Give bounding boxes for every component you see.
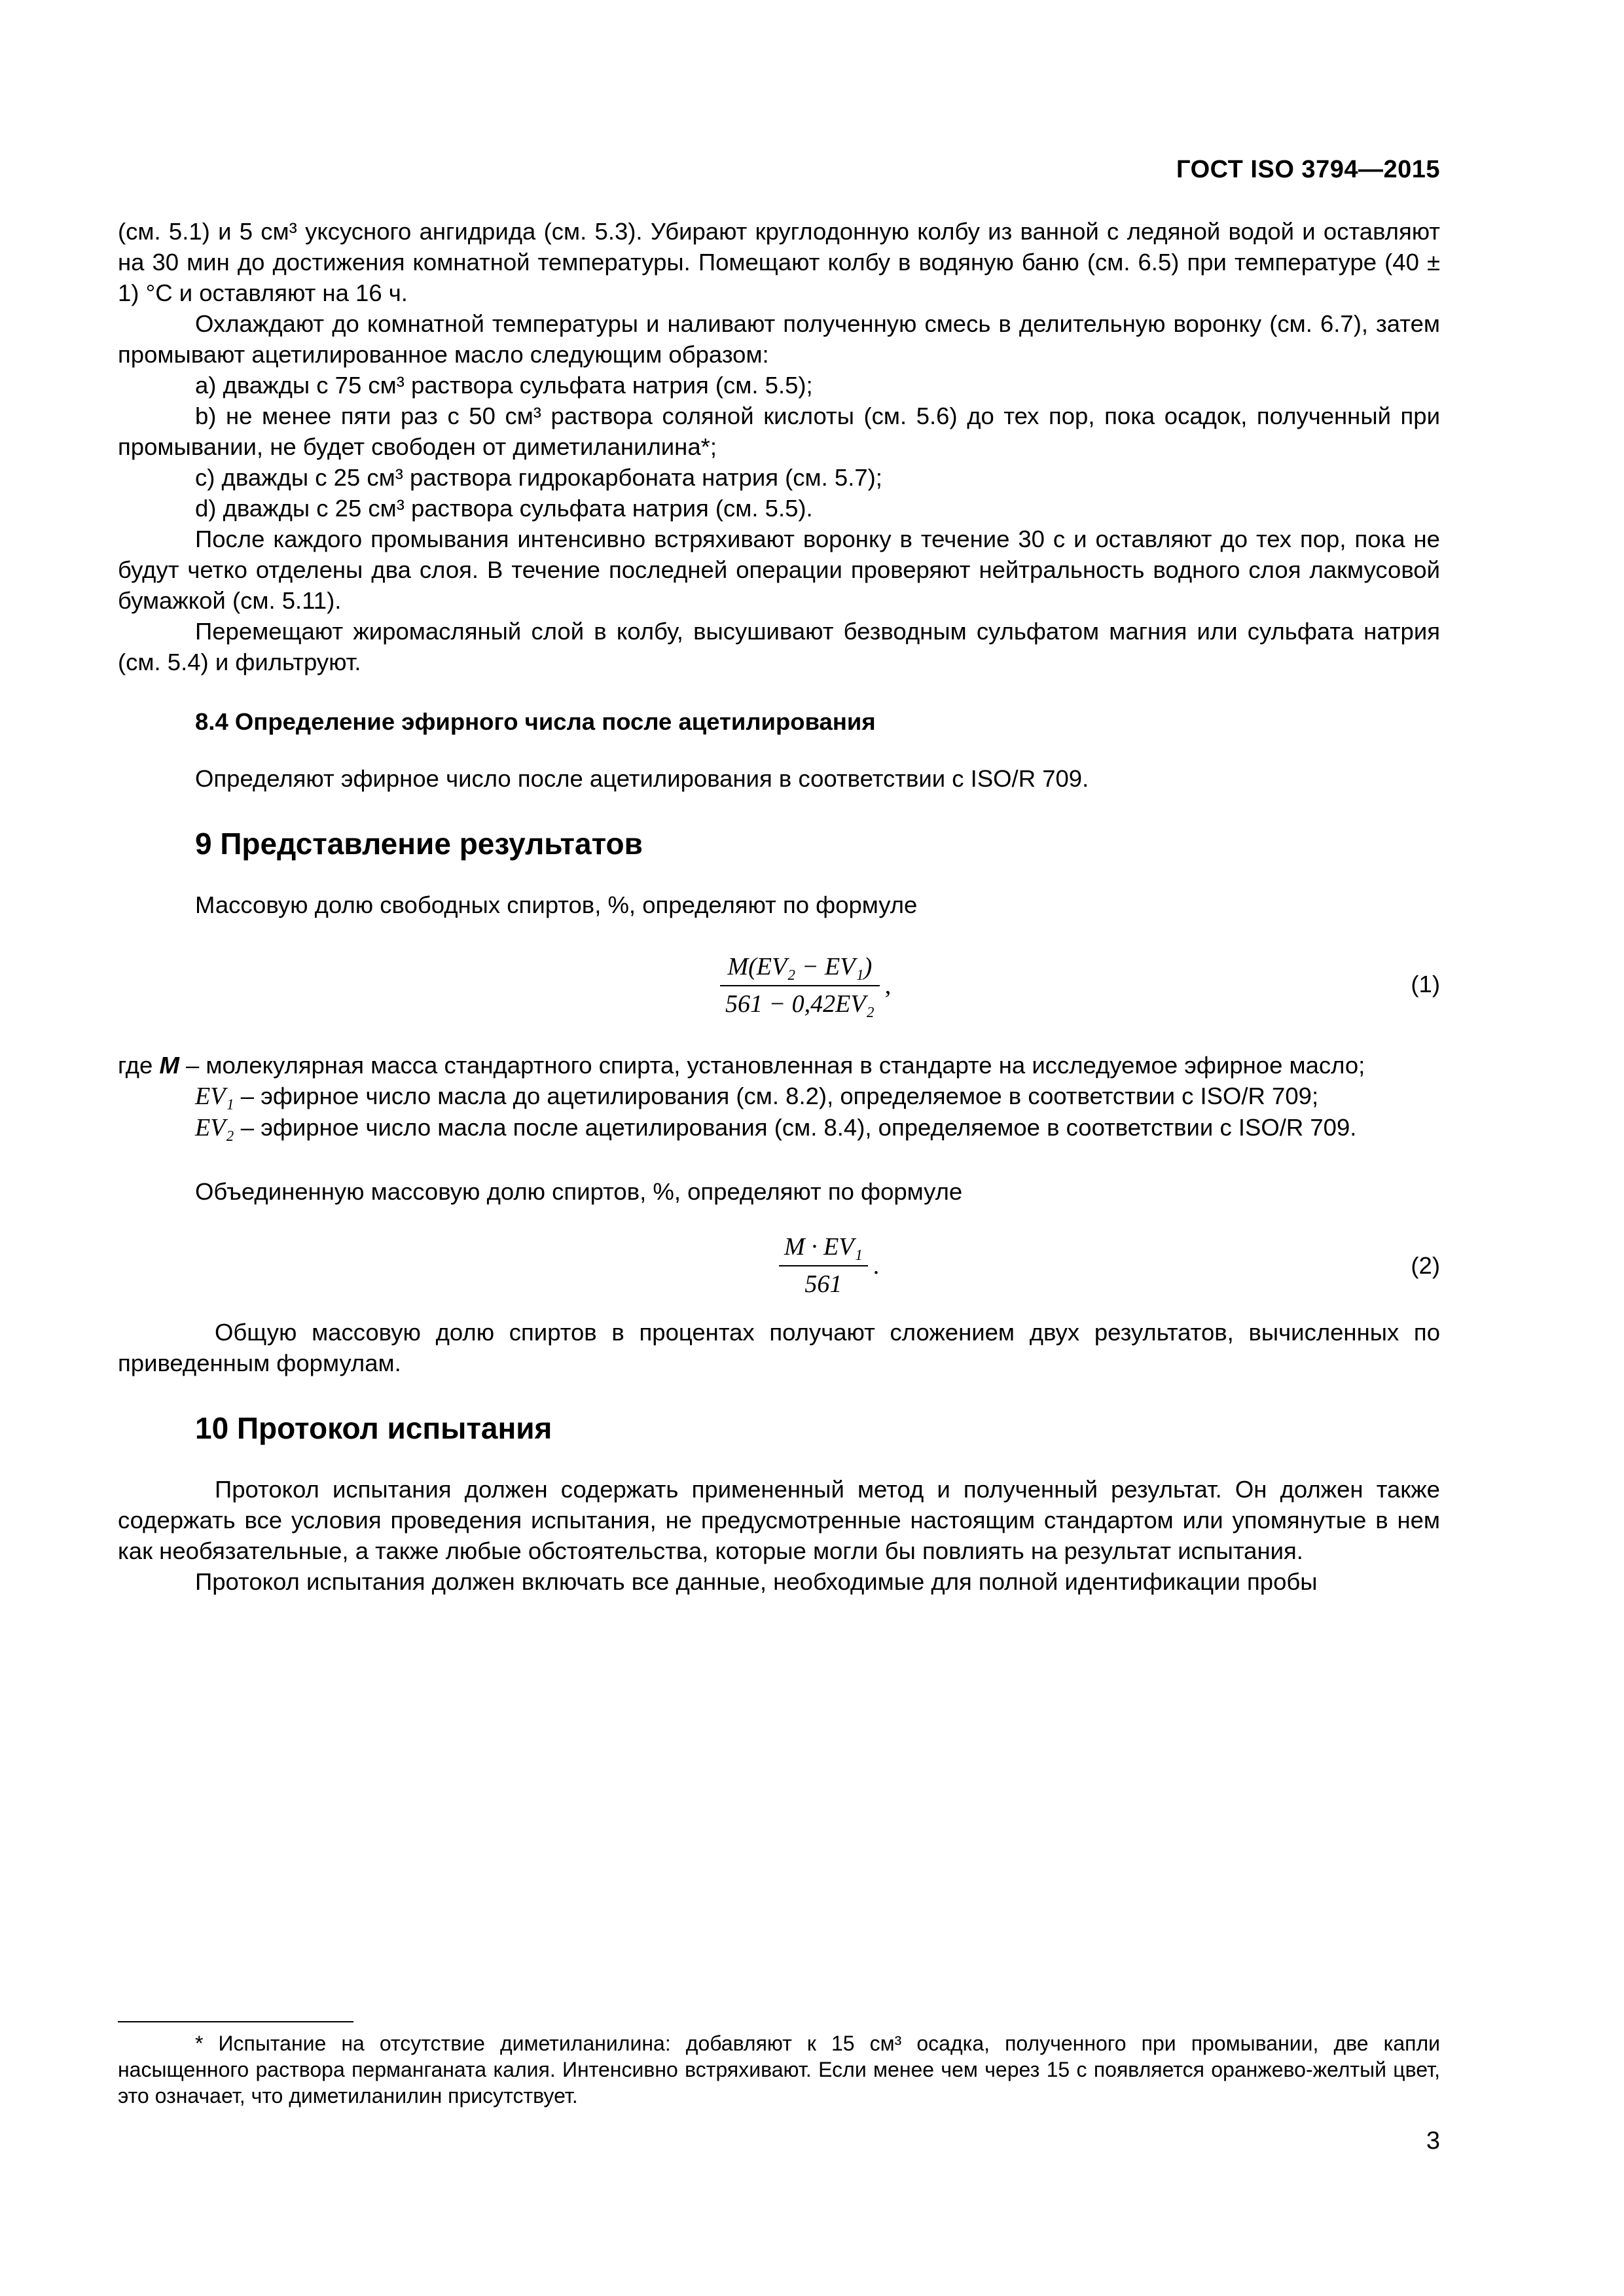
formula-1-numerator: M(EV₂ − EV₁) (720, 952, 880, 986)
paragraph: Перемещают жиромасляный слой в колбу, высушивают безводным сульфатом магния или сульфата натрия (см. 5.4) и фильтруют. (118, 618, 1440, 675)
definition-m-prefix: где (118, 1052, 153, 1079)
paragraph: Массовую долю свободных спиртов, %, определяют по формуле (195, 891, 918, 918)
definition-m (118, 1050, 1440, 1081)
definition-m-text: – молекулярная масса стандартного спирта, установленная в стандарте на исследуемое эфирное масло; (179, 1052, 1365, 1079)
symbol-m: M (159, 1052, 179, 1079)
formula-2-denominator: 561 (804, 1270, 842, 1298)
section-heading-8-4: 8.4 Определение эфирного числа после ацетилирования (195, 708, 876, 735)
paragraph: После каждого промывания интенсивно встряхивают воронку в течение 30 с и оставляют до тех пор, пока не будут четко отделены два слоя. В течение последней операции проверяют нейтральность водного слоя лакмусовой бумажкой (см. 5.11). (118, 526, 1440, 614)
definition-ev2 (118, 1112, 1440, 1143)
formula-2-fraction (779, 1232, 868, 1300)
paragraph: Протокол испытания должен включать все данные, необходимые для полной идентификации пробы (195, 1568, 1318, 1595)
formula-2-number: (2) (1411, 1252, 1440, 1279)
body-text (118, 216, 1440, 1597)
paragraph: Охлаждают до комнатной температуры и наливают полученную смесь в делительную воронку (см. 6.7), затем промывают ацетилированное масло следующим образом: (118, 310, 1440, 368)
paragraph: Объединенную массовую долю спиртов, %, определяют по формуле (195, 1178, 963, 1205)
page-number: 3 (1426, 2127, 1440, 2155)
paragraph: Протокол испытания должен содержать примененный метод и полученный результат. Он должен также содержать все условия проведения испытания, не предусмотренные настоящим стандартом или упомянутые в нем как необязательные, а также любые обстоятельства, которые могли бы повлиять на результат испытания. (118, 1476, 1440, 1564)
section-heading-10: 10 Протокол испытания (195, 1411, 552, 1445)
formula-1-row (118, 939, 1440, 1037)
list-item: b) не менее пяти раз с 50 см³ раствора соляной кислоты (см. 5.6) до тех пор, пока осадок, полученный при промывании, не будет свободен от диметиланилина*; (118, 403, 1440, 460)
definition-ev2-text: – эфирное число масла после ацетилирования (см. 8.4), определяемое в соответствии с ISO/R 709. (234, 1114, 1357, 1141)
paragraph: Общую массовую долю спиртов в процентах получают сложением двух результатов, вычисленных по приведенным формулам. (118, 1319, 1440, 1376)
formula-1 (720, 952, 891, 1020)
formula-1-fraction (720, 952, 880, 1020)
paragraph: Определяют эфирное число после ацетилирования в соответствии с ISO/R 709. (195, 765, 1089, 792)
formula-2-punct: . (873, 1251, 880, 1280)
formula-1-punct: , (884, 971, 892, 999)
symbol-ev1: EV₁ (195, 1083, 234, 1110)
document-code: ГОСТ ISO 3794—2015 (1176, 156, 1440, 183)
formula-1-number: (1) (1411, 971, 1440, 997)
footnote-divider (118, 2021, 353, 2022)
section-heading-9: 9 Представление результатов (195, 827, 643, 861)
formula-2 (779, 1232, 879, 1300)
definition-ev1-text: – эфирное число масла до ацетилирования (см. 8.2), определяемое в соответствии с ISO/R 709; (234, 1083, 1319, 1109)
list-item: d) дважды с 25 см³ раствора сульфата натрия (см. 5.5). (195, 495, 813, 522)
list-item: a) дважды с 75 см³ раствора сульфата натрия (см. 5.5); (195, 372, 813, 399)
footnote (118, 2030, 1440, 2109)
formula-2-row (118, 1225, 1440, 1304)
paragraph: (см. 5.1) и 5 см³ уксусного ангидрида (см. 5.3). Убирают круглодонную колбу из ванной с ледяной водой и оставляют на 30 мин до достижения комнатной температуры. Помещают колбу в водяную баню (см. 6.5) при температуре (40 ± 1) °С и оставляют на 16 ч. (118, 218, 1440, 306)
footnote-text: * Испытание на отсутствие диметиланилина: добавляют к 15 см³ осадка, полученного при промывании, две капли насыщенного раствора перманганата калия. Интенсивно встряхивают. Если менее чем через 15 с появляется оранжево-желтый цвет, это означает, что диметиланилин присутствует. (118, 2032, 1440, 2108)
list-item: c) дважды с 25 см³ раствора гидрокарбоната натрия (см. 5.7); (195, 464, 882, 491)
formula-2-numerator: M · EV₁ (779, 1232, 868, 1266)
formula-1-denominator: 561 − 0,42EV₂ (725, 990, 875, 1018)
symbol-ev2: EV₂ (195, 1114, 234, 1141)
definition-ev1 (118, 1081, 1440, 1112)
